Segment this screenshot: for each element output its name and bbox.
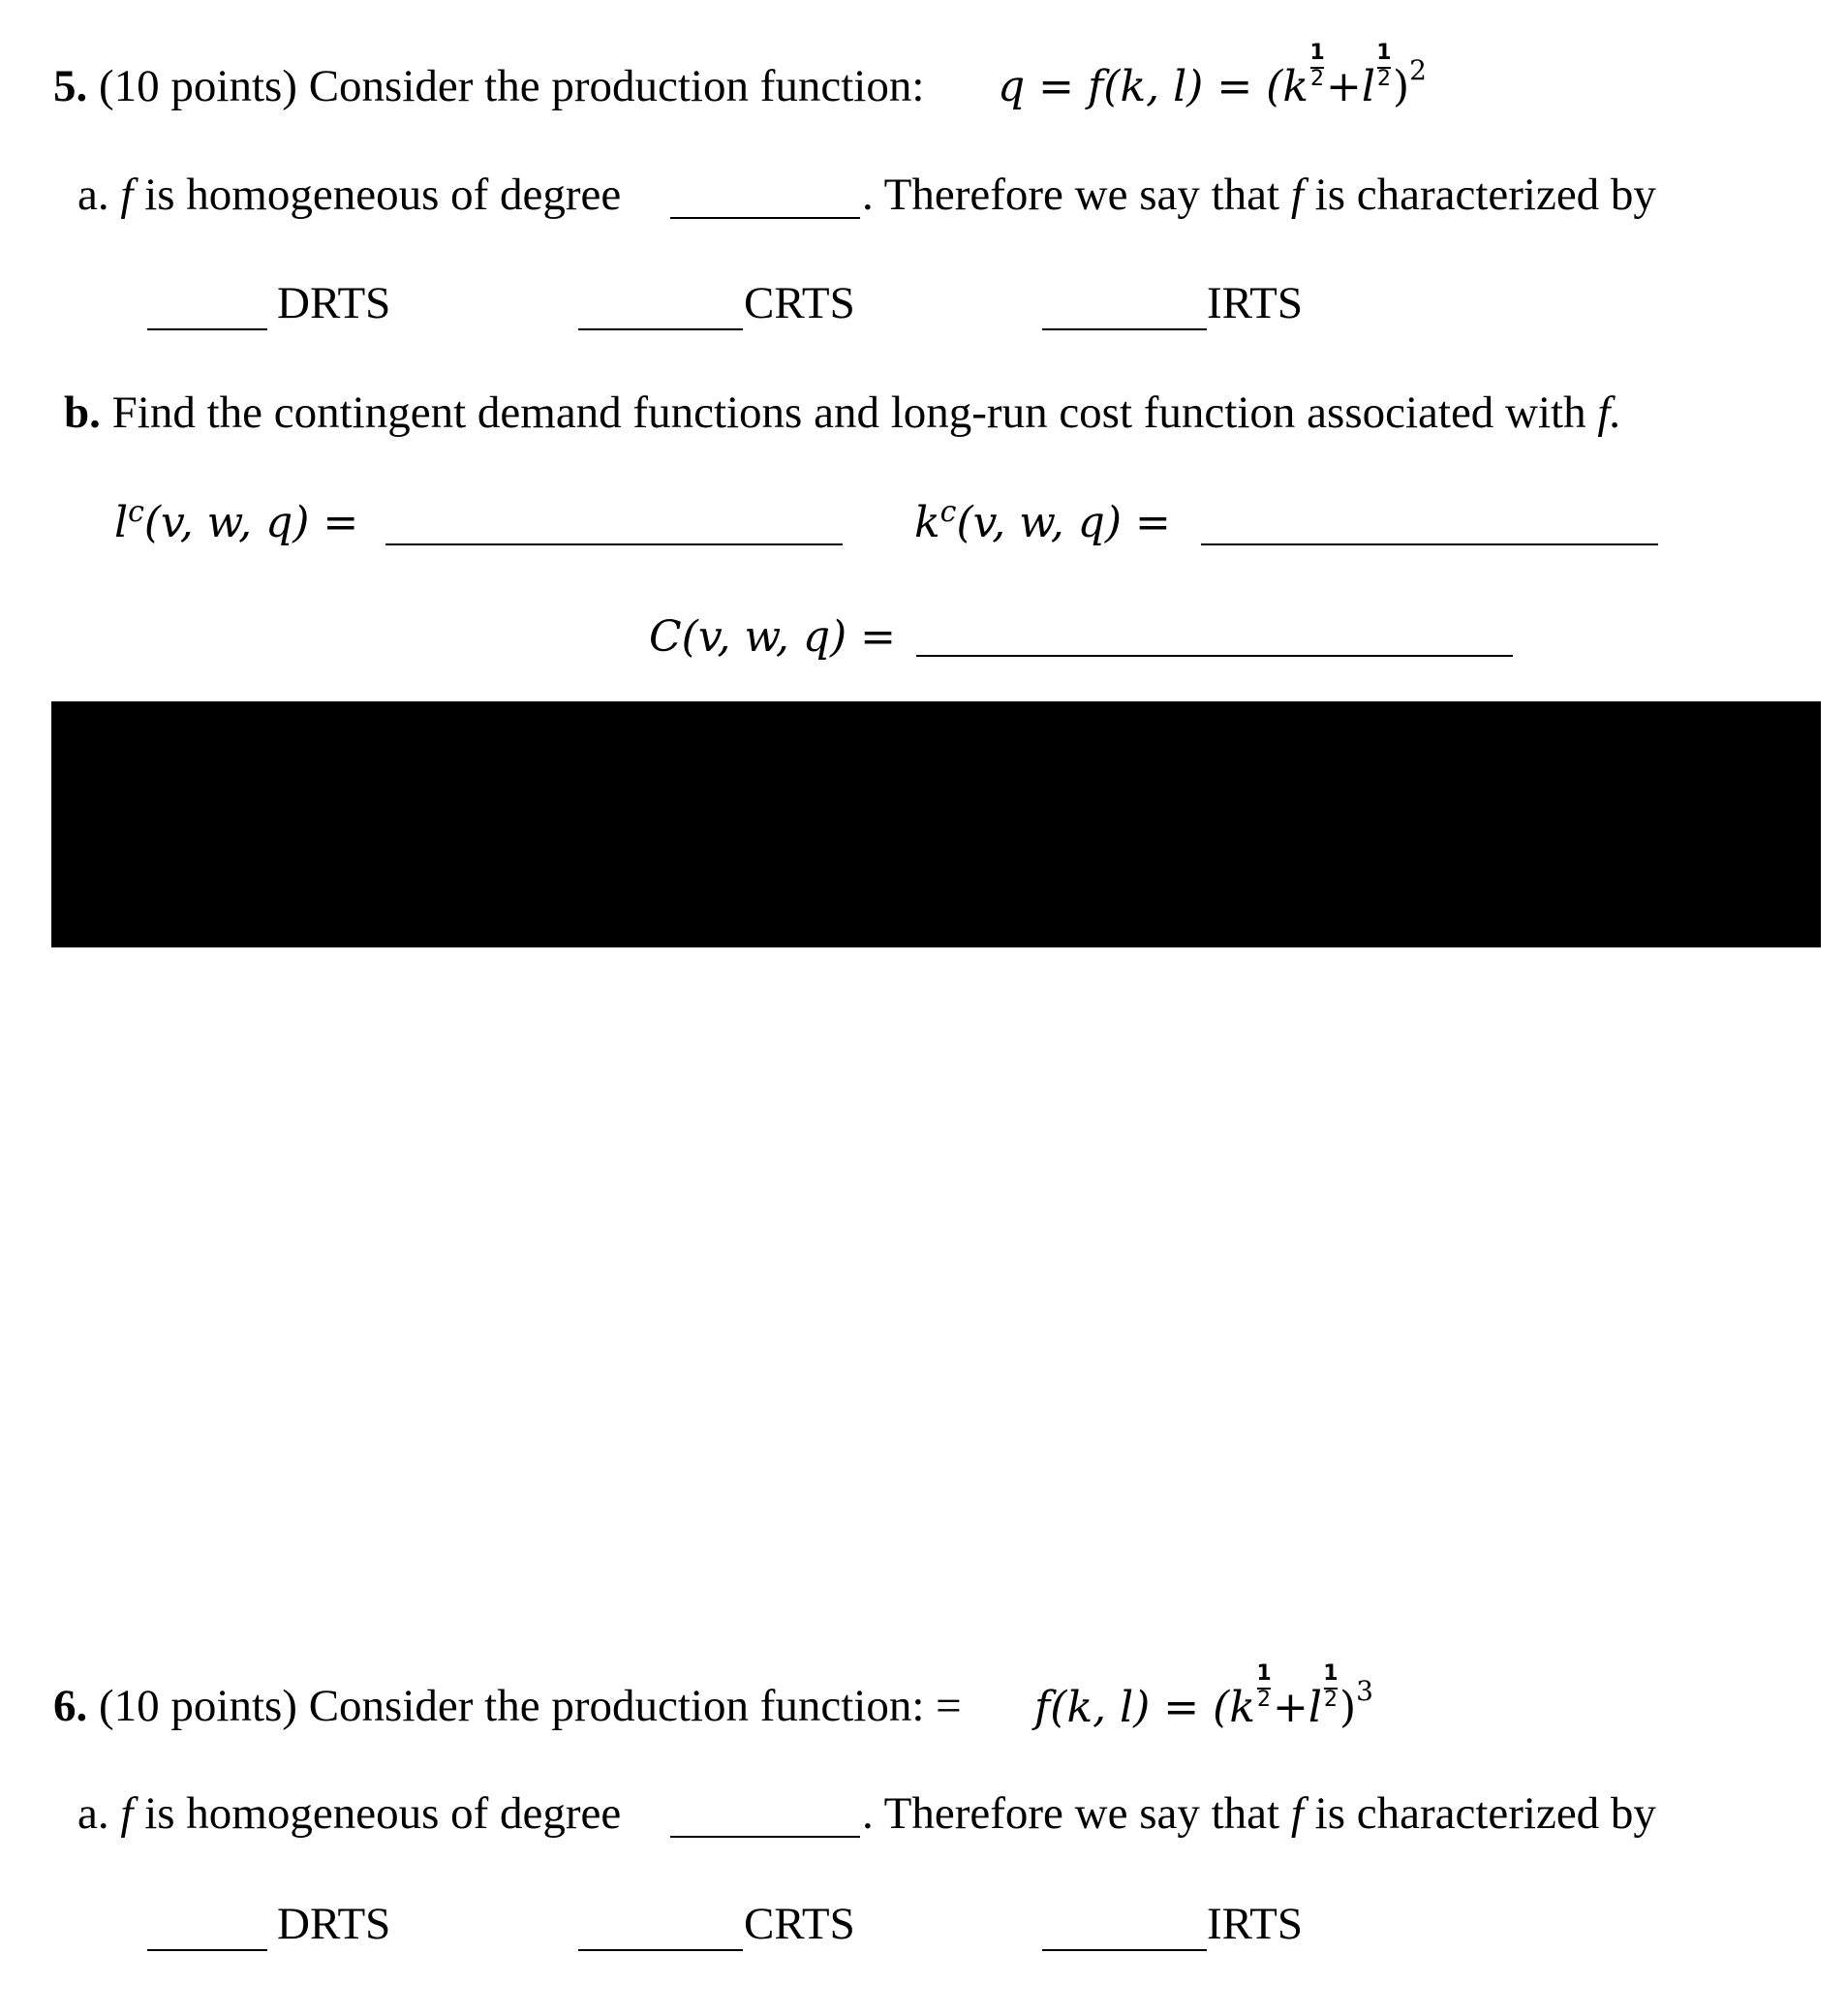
q5-crts-label: CRTS (744, 278, 855, 328)
q6-drts-blank[interactable] (147, 1949, 267, 1951)
q6-irts-label: IRTS (1207, 1899, 1304, 1949)
q6-exp-frac-2: $\frac{1}{2}$ (1323, 1661, 1339, 1712)
q5a-line (77, 172, 621, 218)
q5b-lc-blank[interactable] (385, 543, 843, 545)
q5b-line (64, 390, 1621, 436)
q5a-line-right (862, 172, 1656, 218)
q5-formula-plus: +l (1326, 62, 1375, 111)
q6a-text2: . Therefore we say that (862, 1788, 1280, 1839)
q6-formula-lhs: f(k, l) = (k (1034, 1683, 1255, 1732)
q5a-text2: . Therefore we say that (862, 170, 1280, 220)
q5-irts-blank[interactable] (1042, 328, 1207, 330)
q5-formula: q = f(k, l) = (k $\frac{1}{2}$ +l $\frac{1}{2}$ )$^2$ (998, 41, 1427, 111)
q6-crts-label: CRTS (744, 1899, 855, 1949)
q5-exp-frac-1: $\frac{1}{2}$ (1309, 41, 1325, 91)
q6a-f: f (120, 1788, 134, 1839)
q5b-letter: b. (64, 388, 101, 438)
q6-drts-label: DRTS (277, 1899, 391, 1949)
q6-formula: f(k, l) = (k $\frac{1}{2}$ +l $\frac{1}{2}$ )$^3$ (1034, 1661, 1373, 1732)
q6-points-text: (10 points) Consider the production function: = (99, 1681, 962, 1731)
q6a-f2: f (1290, 1788, 1304, 1839)
q6-header (53, 1681, 962, 1731)
q6-formula-exponent: 3 (1356, 1675, 1373, 1707)
q5a-text3: is characterized by (1314, 170, 1656, 220)
q5-points-text: (10 points) Consider the production function: (99, 61, 925, 111)
q6-exp-frac-1: $\frac{1}{2}$ (1256, 1661, 1272, 1712)
redacted-region (51, 701, 1821, 947)
q5-formula-exponent: 2 (1409, 54, 1427, 86)
q5b-text: Find the contingent demand functions and long-run cost function associated with (111, 388, 1586, 438)
q5a-letter: a. (77, 170, 109, 220)
q5-header (53, 61, 925, 111)
q5b-cost-expr: C(v, w, q) = (649, 612, 897, 662)
q5-formula-lhs: q = f(k, l) = (k (998, 62, 1308, 111)
q5b-kc-expr: $k^c(v$, w, q) = (914, 495, 1171, 547)
q6a-letter: a. (77, 1788, 109, 1839)
q5a-f: f (120, 170, 134, 220)
q6a-text3: is characterized by (1314, 1788, 1656, 1839)
q5-number: 5. (53, 61, 88, 111)
q5-drts-label: DRTS (277, 278, 391, 328)
q6-formula-plus: +l (1273, 1683, 1322, 1732)
q5-exp-frac-2: $\frac{1}{2}$ (1376, 41, 1392, 91)
q5a-text1: is homogeneous of degree (144, 170, 622, 220)
q6-crts-blank[interactable] (578, 1949, 743, 1951)
q6a-degree-blank[interactable] (670, 1836, 860, 1838)
q5b-lc-expr: $l^c(v$, w, q) = (114, 495, 359, 547)
q5b-f: f. (1597, 388, 1622, 438)
q6a-line (77, 1788, 622, 1839)
q6-number: 6. (53, 1681, 88, 1731)
q6a-text1: is homogeneous of degree (144, 1788, 622, 1839)
q5b-cost-blank[interactable] (916, 655, 1513, 657)
q6-irts-blank[interactable] (1042, 1949, 1207, 1951)
q5a-f2: f (1290, 170, 1304, 220)
q5b-kc-blank[interactable] (1201, 543, 1658, 545)
q5a-degree-blank[interactable] (670, 217, 860, 219)
q5-drts-blank[interactable] (147, 328, 267, 330)
q5-irts-label: IRTS (1207, 278, 1304, 328)
q5-crts-blank[interactable] (578, 328, 743, 330)
q6a-line-right (862, 1788, 1656, 1839)
